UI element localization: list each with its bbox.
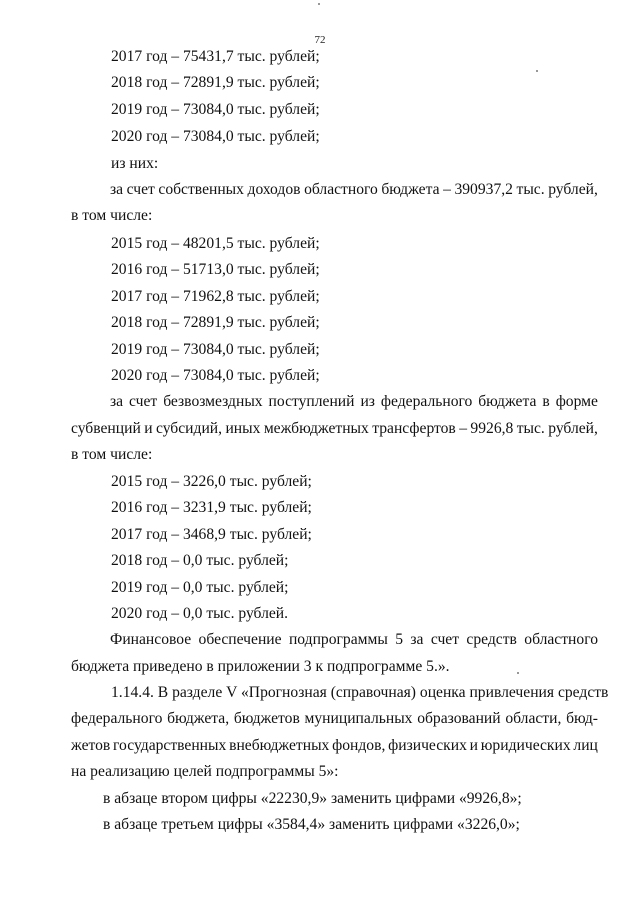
word: – — [459, 420, 468, 437]
budget-year-line: 2020 год – 73084,0 тыс. рублей; — [111, 367, 320, 384]
finance-paragraph-line1 — [110, 631, 598, 649]
word: за — [110, 393, 124, 410]
word: обеспечение — [198, 631, 282, 648]
word: счет — [126, 181, 155, 198]
word: образований — [417, 710, 501, 727]
word: муниципальных — [304, 710, 413, 727]
word: Финансовое — [110, 631, 192, 648]
word: федерального — [71, 710, 163, 727]
word: доходов — [247, 181, 301, 198]
word: лиц — [573, 737, 598, 754]
word: физических — [388, 737, 467, 754]
section-paragraph-line1: 1.14.4. В разделе V «Прогнозная (справочная) оценка привлечения средств — [111, 684, 609, 701]
own-income-paragraph-line2: в том числе: — [71, 207, 153, 224]
word: тыс. — [516, 420, 545, 437]
word: и — [469, 737, 479, 754]
word: межбюджетных — [263, 420, 369, 437]
word: субвенций — [71, 420, 141, 437]
word: 390937,2 — [454, 181, 513, 198]
budget-year-line: 2018 год – 72891,9 тыс. рублей; — [111, 74, 320, 91]
word: счет — [129, 393, 158, 410]
budget-year-line: 2020 год – 0,0 тыс. рублей. — [111, 605, 289, 622]
word: 9926,8 — [470, 420, 514, 437]
word: средств — [466, 631, 517, 648]
word: – — [443, 181, 451, 198]
budget-year-line: 2015 год – 48201,5 тыс. рублей; — [111, 235, 320, 252]
word: областного — [304, 181, 378, 198]
budget-year-line: 2018 год – 72891,9 тыс. рублей; — [111, 314, 320, 331]
word: рублей, — [548, 420, 598, 437]
word: подпрограммы — [288, 631, 388, 648]
section-paragraph-line2 — [71, 710, 598, 728]
budget-year-line: 2017 год – 3468,9 тыс. рублей; — [111, 526, 312, 543]
word: федерального — [380, 393, 473, 410]
word: бюджетов — [233, 710, 300, 727]
budget-year-line: 2018 год – 0,0 тыс. рублей; — [111, 552, 289, 569]
word: области, — [505, 710, 562, 727]
word: бюджета, — [167, 710, 230, 727]
budget-year-line: 2017 год – 75431,7 тыс. рублей; — [111, 48, 320, 65]
word: 5 — [395, 631, 404, 648]
word: внебюджетных — [229, 737, 330, 754]
word: поступлений — [268, 393, 355, 410]
word: жетов — [71, 737, 111, 754]
budget-year-line: 2019 год – 73084,0 тыс. рублей; — [111, 101, 320, 118]
word: из — [360, 393, 375, 410]
budget-year-line: 2017 год – 71962,8 тыс. рублей; — [111, 288, 320, 305]
federal-paragraph-line2 — [71, 420, 598, 438]
federal-paragraph-line1 — [110, 393, 598, 411]
word: государственных — [113, 737, 227, 754]
own-income-paragraph-line1 — [110, 181, 598, 199]
word: тыс. — [516, 181, 545, 198]
word: бюджета — [381, 181, 440, 198]
page-number: 72 — [314, 34, 326, 46]
replacement-line: в абзаце втором цифры «22230,9» заменить цифрами «9926,8»; — [103, 790, 522, 807]
finance-paragraph-line2: бюджета приведено в приложении 3 к подпрограмме 5.». — [71, 658, 450, 675]
subheading-iz-nih: из них: — [111, 155, 159, 172]
federal-paragraph-line3: в том числе: — [71, 446, 153, 463]
budget-year-line: 2015 год – 3226,0 тыс. рублей; — [111, 473, 312, 490]
word: за — [410, 631, 424, 648]
word: юридических — [480, 737, 571, 754]
word: иных — [225, 420, 261, 437]
scan-speck — [318, 3, 320, 5]
section-paragraph-line3 — [71, 737, 598, 755]
word: бюджета — [478, 393, 537, 410]
word: рублей, — [548, 181, 598, 198]
word: областного — [524, 631, 598, 648]
word: трансфертов — [372, 420, 456, 437]
scan-speck — [536, 70, 538, 72]
budget-year-line: 2020 год – 73084,0 тыс. рублей; — [111, 128, 320, 145]
scan-speck — [517, 672, 519, 674]
budget-year-line: 2016 год – 51713,0 тыс. рублей; — [111, 261, 320, 278]
word: собственных — [158, 181, 244, 198]
word: субсидий, — [156, 420, 223, 437]
budget-year-line: 2019 год – 73084,0 тыс. рублей; — [111, 341, 320, 358]
word: фондов, — [332, 737, 386, 754]
word: бюд- — [566, 710, 598, 727]
word: и — [144, 420, 153, 437]
word: форме — [555, 393, 598, 410]
word: за — [110, 181, 124, 198]
section-paragraph-line4: на реализацию целей подпрограммы 5»: — [71, 763, 339, 780]
word: счет — [430, 631, 460, 648]
replacement-line: в абзаце третьем цифры «3584,4» заменить цифрами «3226,0»; — [103, 816, 520, 833]
word: безвозмездных — [163, 393, 263, 410]
budget-year-line: 2019 год – 0,0 тыс. рублей; — [111, 579, 289, 596]
word: в — [542, 393, 550, 410]
budget-year-line: 2016 год – 3231,9 тыс. рублей; — [111, 499, 312, 516]
